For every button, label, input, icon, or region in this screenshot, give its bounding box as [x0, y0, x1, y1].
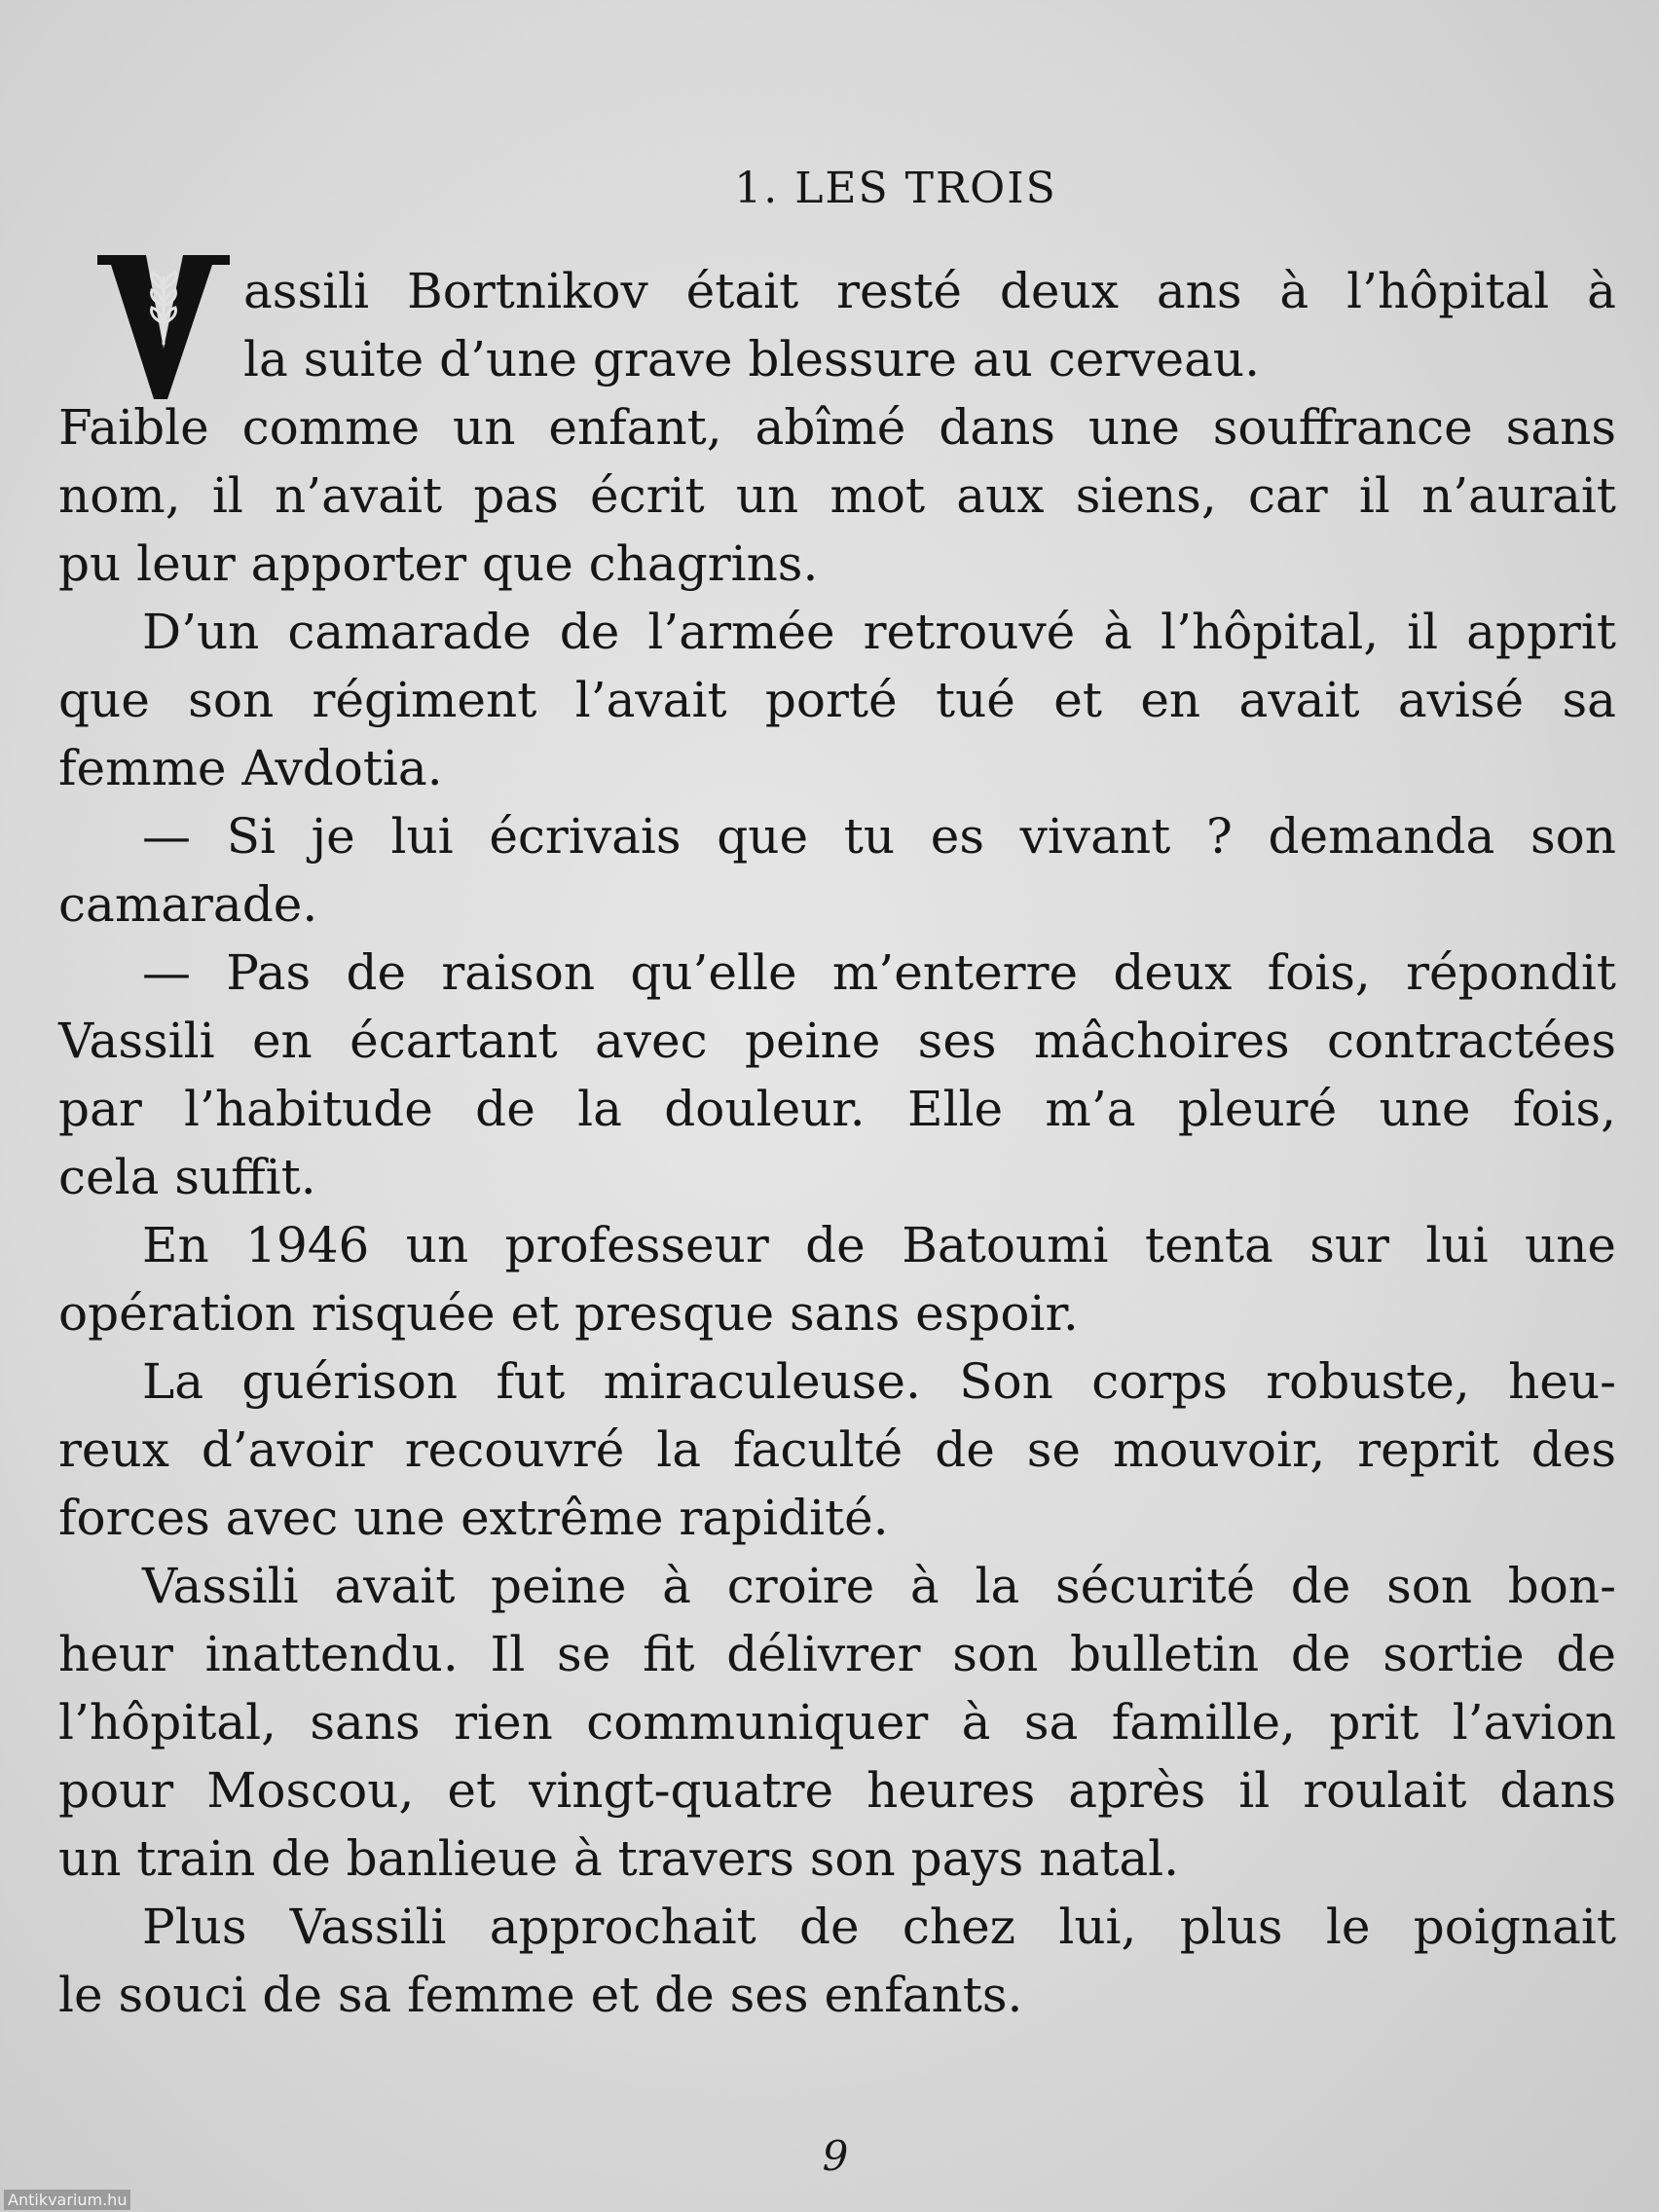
text-line: En 1946 un professeur de Batoumi tenta sur lui une: [142, 1217, 1616, 1273]
text-line: pour Moscou, et vingt-quatre heures après il roulait dans: [58, 1762, 1616, 1819]
text-line: — Pas de raison qu’elle m’enterre deux fois, répondit: [142, 944, 1616, 1001]
text-line: La guérison fut miraculeuse. Son corps robuste, heu-: [142, 1353, 1616, 1410]
text-line: reux d’avoir recouvré la faculté de se mouvoir, reprit des: [58, 1421, 1616, 1478]
text-line: le souci de sa femme et de ses enfants.: [58, 1967, 1023, 2023]
paragraph: [58, 939, 1616, 1211]
paragraph: [58, 257, 1616, 598]
paragraph: [58, 598, 1616, 802]
text-line: Faible comme un enfant, abîmé dans une souffrance sans: [58, 399, 1616, 456]
text-line: assili Bortnikov était resté deux ans à l’hôpital à: [243, 263, 1616, 319]
page-number: 9: [822, 2132, 849, 2180]
text-line: heur inattendu. Il se fit délivrer son bulletin de sortie de: [58, 1626, 1616, 1682]
paragraph: [58, 1893, 1616, 2029]
text-line: pu leur apporter que chagrins.: [58, 535, 819, 592]
text-line: opération risquée et presque sans espoir.: [58, 1285, 1079, 1342]
text-line: que son régiment l’avait porté tué et en avait avisé sa: [58, 672, 1616, 728]
text-line: D’un camarade de l’armée retrouvé à l’hôpital, il apprit: [142, 604, 1616, 660]
text-line: la suite d’une grave blessure au cerveau.: [243, 331, 1260, 387]
text-line: forces avec une extrême rapidité.: [58, 1490, 889, 1546]
watermark: Antikvarium.hu: [4, 2190, 130, 2210]
paragraph: [58, 1552, 1616, 1893]
text-line: Vassili en écartant avec peine ses mâchoires contractées: [58, 1013, 1616, 1069]
text-line: par l’habitude de la douleur. Elle m’a pleuré une fois,: [58, 1081, 1616, 1137]
text-line: camarade.: [58, 876, 318, 933]
text-line: femme Avdotia.: [58, 740, 443, 796]
paragraph: [58, 802, 1616, 939]
text-line: un train de banlieue à travers son pays natal.: [58, 1830, 1180, 1887]
paragraph: [58, 1211, 1616, 1347]
text-line: Vassili avait peine à croire à la sécurité de son bon-: [142, 1558, 1616, 1614]
text-line: nom, il n’avait pas écrit un mot aux siens, car il n’aurait: [58, 467, 1616, 524]
chapter-title: 1. LES TROIS: [734, 164, 1057, 213]
text-line: cela suffit.: [58, 1149, 316, 1205]
text-line: Plus Vassili approchait de chez lui, plus le poignait: [142, 1899, 1616, 1955]
text-line: — Si je lui écrivais que tu es vivant ? demanda son: [142, 808, 1616, 865]
drop-cap-lines: [58, 257, 1616, 393]
text-line: l’hôpital, sans rien communiquer à sa famille, prit l’avion: [58, 1694, 1616, 1751]
paragraph: [58, 1347, 1616, 1552]
